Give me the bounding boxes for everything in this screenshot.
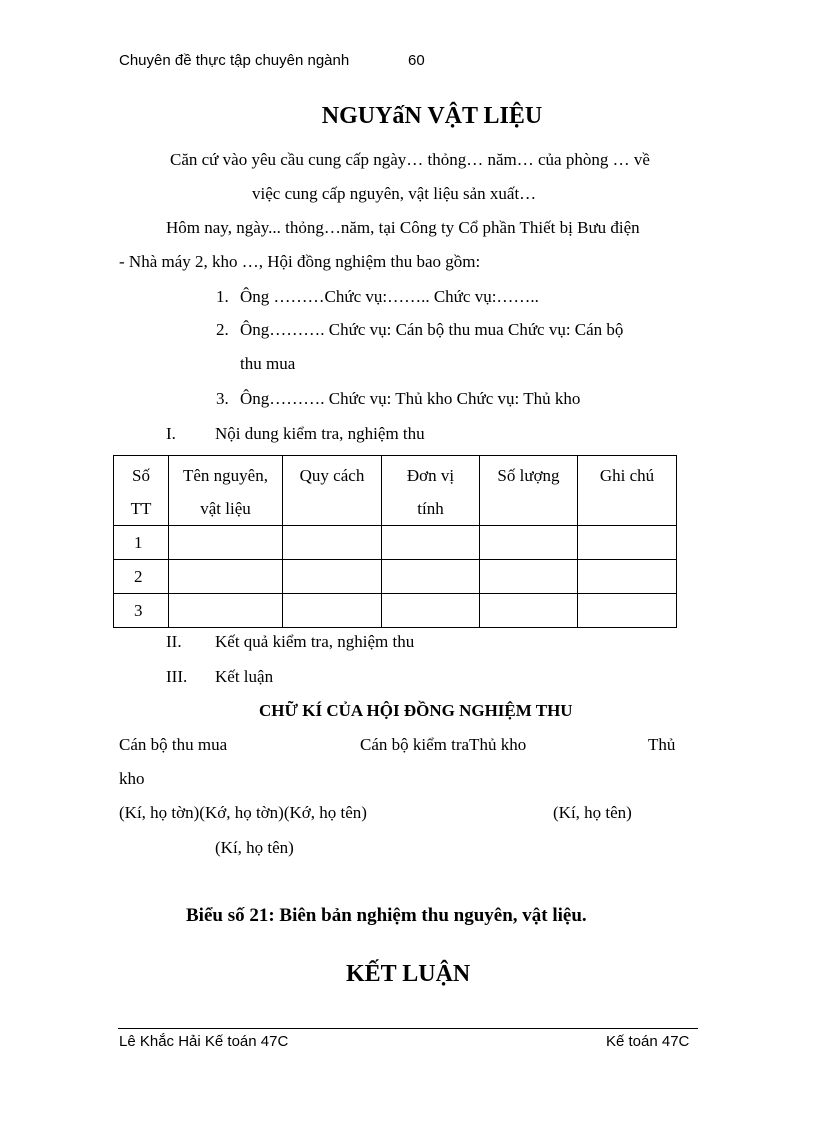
- member-1-number: 1.: [216, 287, 229, 306]
- inspection-table: [113, 455, 677, 628]
- section-2-number: II.: [166, 632, 182, 651]
- footer-left: Lê Khắc Hải Kế toán 47C: [119, 1033, 289, 1050]
- footer-right: Kế toán 47C: [606, 1033, 690, 1050]
- section-3-title: Kết luận: [215, 667, 274, 686]
- col-header-name: Tên nguyên, vật liệu: [169, 456, 283, 526]
- table-header-row: [114, 456, 677, 526]
- row-number: 3: [114, 594, 169, 628]
- table-row: [114, 560, 677, 594]
- col-header-spec: Quy cách: [283, 456, 382, 526]
- section-1-title: Nội dung kiểm tra, nghiệm thu: [215, 424, 425, 443]
- intro-line-4: - Nhà máy 2, kho …, Hội đồng nghiệm thu bao gồm:: [119, 252, 481, 271]
- signature-line-right: (Kí, họ tên): [553, 803, 632, 822]
- signature-role-inspector: Cán bộ kiểm traThủ kho: [360, 735, 527, 754]
- col-header-notes: Ghi chú: [578, 456, 677, 526]
- conclusion-title: KẾT LUẬN: [346, 961, 471, 987]
- signature-heading: CHỮ KÍ CỦA HỘI ĐỒNG NGHIỆM THU: [259, 701, 573, 720]
- signature-role-buyer: Cán bộ thu mua: [119, 735, 228, 754]
- document-title: NGUYấN VẬT LIỆU: [321, 103, 543, 129]
- row-number: 1: [114, 526, 169, 560]
- signature-role-keeper: Thủ: [648, 735, 676, 754]
- intro-line-3: Hôm nay, ngày... thỏng…năm, tại Công ty Cổ phần Thiết bị Bưu điện: [166, 218, 640, 237]
- section-3-number: III.: [166, 667, 188, 686]
- signature-line-last: (Kí, họ tên): [215, 838, 294, 857]
- member-3-text: Ông………. Chức vụ: Thủ kho Chức vụ: Thủ kho: [240, 389, 581, 408]
- col-header-quantity: Số lượng: [480, 456, 578, 526]
- figure-caption: Biểu số 21: Biên bản nghiệm thu nguyên, vật liệu.: [186, 905, 587, 926]
- member-1-text: Ông ………Chức vụ:…….. Chức vụ:……..: [240, 287, 539, 306]
- intro-line-1: Căn cứ vào yêu cầu cung cấp ngày… thỏng… năm… của phòng … về: [170, 150, 650, 169]
- col-header-stt: Số TT: [114, 456, 169, 526]
- section-2-title: Kết quả kiểm tra, nghiệm thu: [215, 632, 415, 651]
- section-1-number: I.: [166, 424, 176, 443]
- row-number: 2: [114, 560, 169, 594]
- member-3-number: 3.: [216, 389, 229, 408]
- intro-line-2: việc cung cấp nguyên, vật liệu sản xuất…: [252, 184, 537, 203]
- table-row: [114, 594, 677, 628]
- col-header-unit: Đơn vị tính: [382, 456, 480, 526]
- member-2-number: 2.: [216, 320, 229, 339]
- footer-divider: [118, 1028, 698, 1029]
- header-title: Chuyên đề thực tập chuyên ngành: [119, 52, 350, 69]
- page-number: 60: [408, 52, 425, 69]
- table-row: [114, 526, 677, 560]
- signature-role-keeper-cont: kho: [119, 769, 145, 788]
- signature-line: (Kí, họ tờn)(Kớ, họ tờn)(Kớ, họ tên): [119, 803, 367, 822]
- member-2-continuation: thu mua: [240, 354, 296, 373]
- member-2-text: Ông………. Chức vụ: Cán bộ thu mua Chức vụ: Cán bộ: [240, 320, 624, 339]
